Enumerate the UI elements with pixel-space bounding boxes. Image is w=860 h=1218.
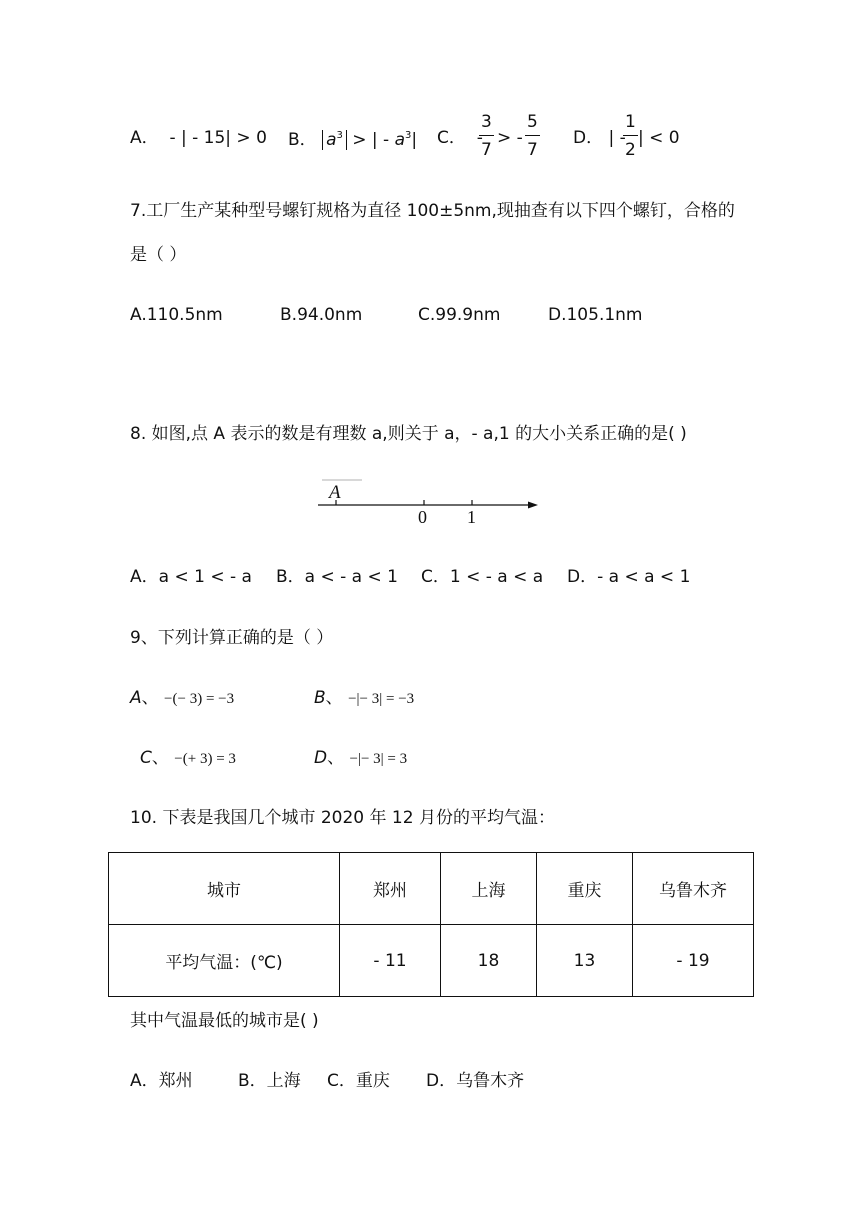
number-line-figure [316,476,546,532]
table-header-row [109,853,754,925]
q10-option-a: A．郑州 [130,1071,193,1091]
q9-option-d: D、 −|− 3| = 3 [314,748,408,768]
q7-option-a: A.110.5nm [130,305,223,325]
q6-fraction-1-2: $\frac{1}{2}$ [625,112,636,160]
table-cell: 郑州 [340,853,441,925]
table-row [109,925,754,997]
q6-fraction-5-7: $\frac{5}{7}$ [527,112,538,160]
table-cell: 平均气温：(℃) [109,925,340,997]
q10-question: 其中气温最低的城市是( ) [130,1011,319,1031]
table-cell: 13 [537,925,633,997]
q6-option-c-label: C． - [437,128,483,148]
table-cell: 乌鲁木齐 [633,853,754,925]
q8-option-d: D．- a < a < 1 [567,567,691,587]
q7-option-b: B.94.0nm [280,305,363,325]
q6-option-d-label: D． | - [573,128,626,148]
table-cell: - 19 [633,925,754,997]
table-cell: 重庆 [537,853,633,925]
q7-stem-line2: 是（ ） [130,245,187,265]
q9-stem: 9、下列计算正确的是（ ） [130,628,334,648]
q8-option-b: B．a < - a < 1 [276,567,398,587]
q9-option-a: A、 −(− 3) = −3 [130,688,235,708]
q10-option-d: D．乌鲁木齐 [426,1071,525,1091]
point-label-a: A [329,482,341,503]
q9-option-b: B、 −|− 3| = −3 [314,688,415,708]
q6-option-c-relation: > - [497,128,523,148]
tick-label-zero: 0 [418,507,427,527]
q7-stem-line1: 7.工厂生产某种型号螺钉规格为直径 100±5nm,现抽查有以下四个螺钉，合格的 [130,201,735,221]
q6-option-b: B． $a^3$ > | - $a^3|$ [288,130,418,150]
q6-option-a: A． - | - 15| > 0 [130,128,267,148]
q9-option-c: C、 −(+ 3) = 3 [140,748,236,768]
table-cell: 上海 [441,853,537,925]
q10-option-c: C．重庆 [327,1071,390,1091]
q8-option-a: A．a < 1 < - a [130,567,252,587]
q10-stem: 10. 下表是我国几个城市 2020 年 12 月份的平均气温： [130,808,555,828]
temperature-table [108,852,754,997]
number-line-arrow-icon [528,502,538,509]
table-cell: 18 [441,925,537,997]
table-cell: 城市 [109,853,340,925]
q7-option-c: C.99.9nm [418,305,501,325]
q6-fraction-3-7: $\frac{3}{7}$ [481,112,492,160]
table-cell: - 11 [340,925,441,997]
q7-option-d: D.105.1nm [548,305,643,325]
q8-stem: 8. 如图,点 A 表示的数是有理数 a,则关于 a，- a,1 的大小关系正确的是( ) [130,424,687,444]
q10-option-b: B．上海 [238,1071,301,1091]
q8-option-c: C．1 < - a < a [421,567,544,587]
q6-option-d-tail: | < 0 [638,128,680,148]
tick-label-one: 1 [467,507,476,527]
